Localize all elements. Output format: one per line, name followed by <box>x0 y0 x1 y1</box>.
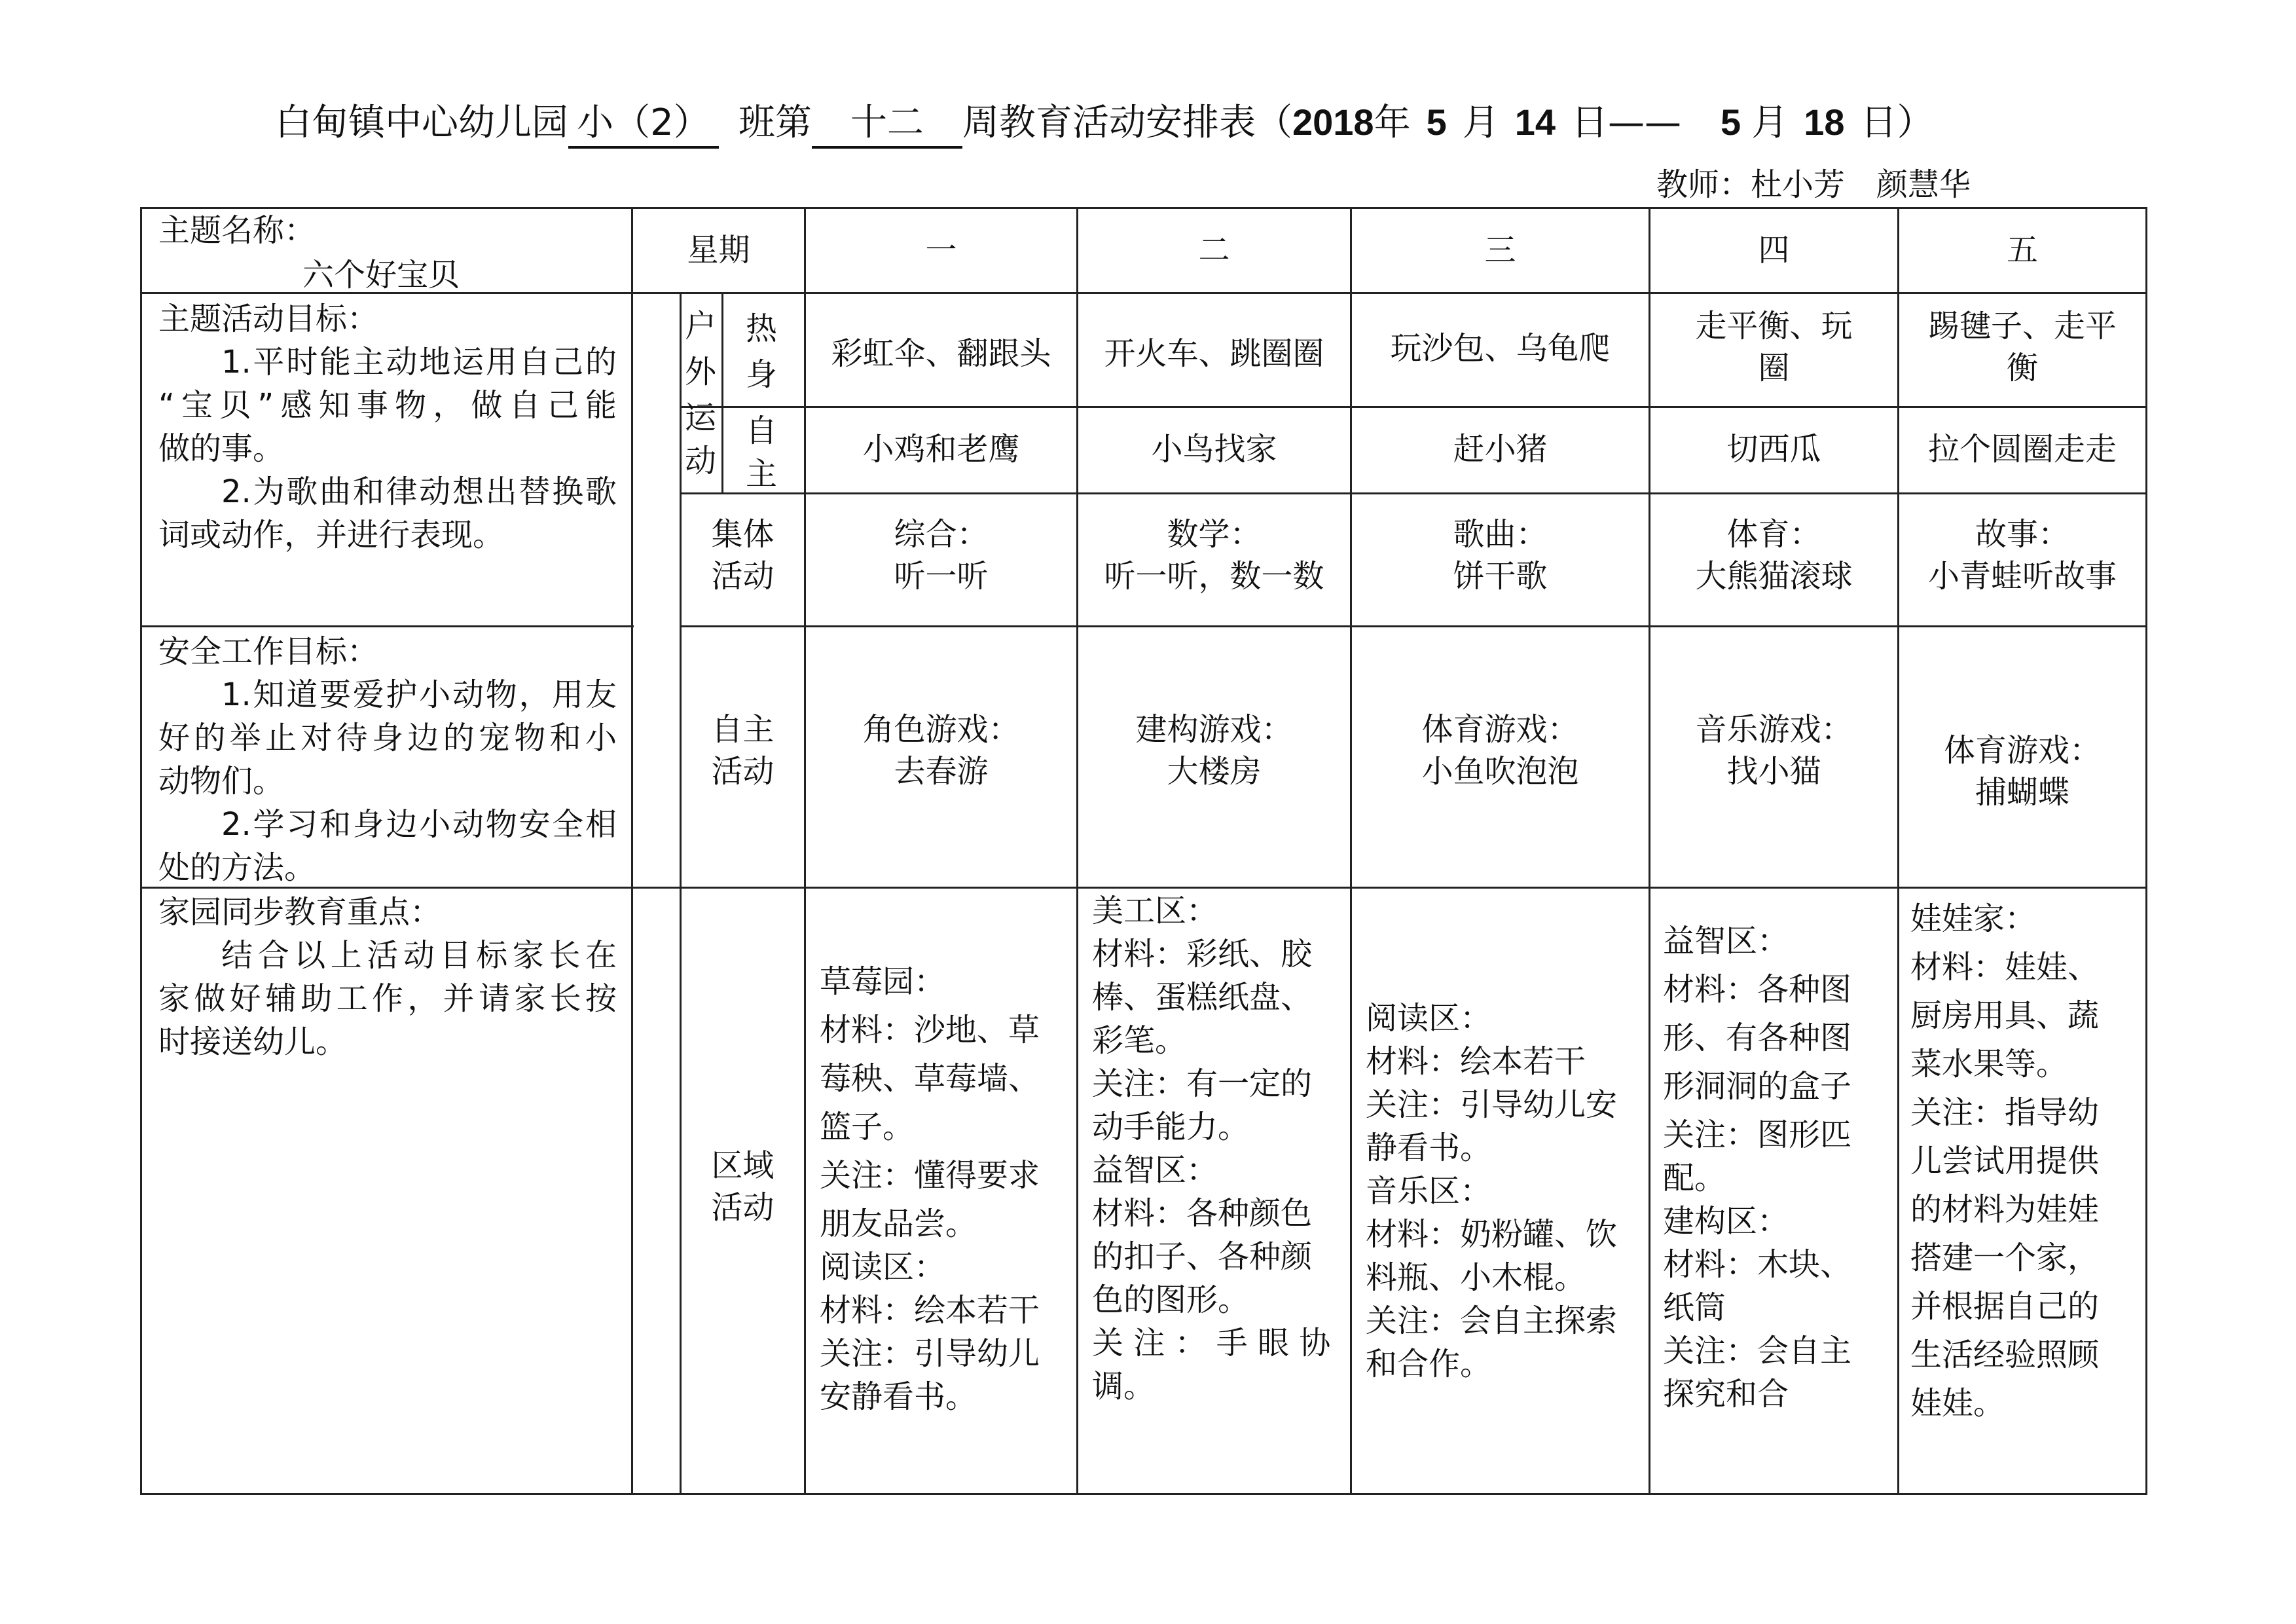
area-line: 材料：奶粉罐、饮 <box>1366 1216 1618 1253</box>
area-line: 材料：娃娃、 <box>1910 949 2100 986</box>
area-line: 形洞洞的盒子 <box>1663 1068 1852 1105</box>
group-activity-fri <box>1899 513 2145 597</box>
group-activity-type: 歌曲： <box>1453 516 1548 553</box>
self-activity-type: 体育游戏： <box>1421 711 1579 748</box>
weekday-mon: 一 <box>925 232 957 268</box>
self-activity-name: 找小猫 <box>1726 753 1821 790</box>
weekday-header-label: 星期 <box>687 232 750 268</box>
area-line: 阅读区： <box>820 1249 946 1285</box>
free-play-tue: 小鸟找家 <box>1151 431 1277 468</box>
grid-line <box>140 207 2147 209</box>
title-yue2: 月 <box>1751 101 1789 144</box>
area-line: 材料：绘本若干 <box>820 1292 1040 1329</box>
area-line: 篮子。 <box>820 1109 915 1145</box>
area-line: 菜水果等。 <box>1910 1046 2068 1082</box>
self-activity-type: 体育游戏： <box>1943 732 2101 769</box>
area-line: 彩笔。 <box>1092 1022 1187 1059</box>
area-line: 关注：会自主 <box>1663 1333 1852 1369</box>
title-nian: 年 <box>1374 101 1411 144</box>
warmup-char: 身 <box>746 356 778 393</box>
area-line: 静看书。 <box>1366 1130 1492 1166</box>
theme-label: 主题名称： <box>158 212 316 249</box>
area-line: 美工区： <box>1092 893 1218 929</box>
group-activity-name: 听一听，数一数 <box>1104 558 1324 595</box>
safety-goal-line: 处的方法。 <box>158 849 316 886</box>
theme-goal-line: 1.平时能主动地运用自己的 <box>221 344 617 380</box>
self-activity-label: 自主 活动 <box>711 711 774 790</box>
title-yue1: 月 <box>1462 101 1499 144</box>
title-mid1: 班第 <box>738 101 812 144</box>
area-line: 材料：彩纸、胶 <box>1092 936 1313 972</box>
area-line: 料瓶、小木棍。 <box>1366 1259 1586 1296</box>
grid-line <box>140 207 142 1495</box>
area-line: 材料：各种图 <box>1663 971 1852 1008</box>
weekday-thu: 四 <box>1758 232 1790 268</box>
theme-goals <box>158 297 617 557</box>
group-activity-type: 数学： <box>1167 516 1262 553</box>
free-play-char: 主 <box>746 456 778 492</box>
area-line: 搭建一个家， <box>1910 1240 2100 1276</box>
area-line: 阅读区： <box>1366 1000 1492 1037</box>
area-line: 色的图形。 <box>1092 1282 1250 1318</box>
group-activity-tue <box>1078 513 1350 597</box>
group-activity-name: 饼干歌 <box>1453 558 1548 595</box>
warmup-thu: 走平衡、玩 圈 <box>1695 308 1853 386</box>
self-activity-name: 捕蝴蝶 <box>1975 774 2069 811</box>
grid-line <box>140 625 634 627</box>
group-activity-type: 故事： <box>1975 516 2069 553</box>
group-activity-label: 集体 活动 <box>711 516 774 595</box>
grid-line <box>1350 207 1352 1495</box>
home-school-focus <box>158 891 617 1063</box>
title-day-start: 14 <box>1514 101 1556 143</box>
area-line: 关注：引导幼儿 <box>820 1335 1040 1372</box>
area-activity-label: 区域 活动 <box>711 1147 774 1226</box>
area-line: 关注：图形匹 <box>1663 1116 1852 1153</box>
self-activity-wed <box>1352 709 1649 792</box>
title-ri2: 日） <box>1860 101 1934 144</box>
area-line: 动手能力。 <box>1092 1109 1250 1145</box>
area-activity-fri <box>1910 897 2140 1430</box>
area-line: 关注：会自主探索 <box>1366 1302 1618 1339</box>
group-activity-name: 大熊猫滚球 <box>1695 558 1853 595</box>
group-activity-name: 小青蛙听故事 <box>1927 558 2117 595</box>
safety-goals-label: 安全工作目标： <box>158 633 379 670</box>
theme-goal-line: “宝贝”感知事物，做自己能 <box>158 387 617 424</box>
grid-line <box>140 1493 2147 1495</box>
area-line: 材料：木块、 <box>1663 1246 1852 1283</box>
area-line: 生活经验照顾 <box>1910 1337 2100 1373</box>
area-line: 厨房用具、蔬 <box>1910 997 2100 1034</box>
group-activity-wed <box>1352 513 1649 597</box>
warmup-mon: 彩虹伞、翻跟头 <box>831 335 1051 372</box>
home-focus-label: 家园同步教育重点： <box>158 894 442 931</box>
area-activity-mon <box>820 960 1063 1418</box>
weekday-tue: 二 <box>1198 232 1230 268</box>
area-line: 探究和合 <box>1663 1376 1789 1412</box>
free-play-thu: 切西瓜 <box>1726 431 1821 468</box>
theme-goals-label: 主题活动目标： <box>158 301 379 337</box>
theme-goal-line: 词或动作，并进行表现。 <box>158 517 505 553</box>
area-line: 关注：有一定的 <box>1092 1065 1313 1102</box>
outdoor-char: 外 <box>685 354 717 390</box>
self-activity-type: 建构游戏： <box>1135 711 1293 748</box>
area-line: 材料：沙地、草 <box>820 1012 1040 1048</box>
area-line: 益智区： <box>1092 1152 1218 1189</box>
group-activity-type: 体育： <box>1726 516 1821 553</box>
free-play-wed: 赶小猪 <box>1453 431 1548 468</box>
self-activity-name: 大楼房 <box>1167 753 1262 790</box>
area-line: 娃娃。 <box>1910 1385 2005 1422</box>
area-line: 材料：各种颜色 <box>1092 1195 1313 1232</box>
area-line: 音乐区： <box>1366 1173 1492 1209</box>
title-month-start: 5 <box>1426 101 1447 143</box>
area-line: 建构区： <box>1663 1203 1789 1240</box>
free-play-char: 自 <box>746 413 778 449</box>
area-line: 朋友品尝。 <box>820 1206 977 1242</box>
theme-goal-line: 做的事。 <box>158 430 285 467</box>
home-focus-line: 家做好辅助工作，并请家长按 <box>158 980 617 1017</box>
area-line: 莓秧、草莓墙、 <box>820 1060 1040 1097</box>
area-line: 关注：懂得要求 <box>820 1157 1040 1194</box>
grid-line <box>804 207 806 1495</box>
self-activity-mon <box>806 709 1076 792</box>
group-activity-thu <box>1650 513 1897 597</box>
safety-goals <box>158 630 617 889</box>
area-line: 配。 <box>1663 1160 1726 1196</box>
area-line: 关 注 ： 手 眼 协 <box>1092 1325 1331 1361</box>
grid-line <box>681 406 2147 408</box>
self-activity-type: 音乐游戏： <box>1695 711 1853 748</box>
safety-goal-line: 动物们。 <box>158 763 285 800</box>
area-line: 安静看书。 <box>820 1378 977 1415</box>
self-activity-name: 小鱼吹泡泡 <box>1421 753 1579 790</box>
grid-line <box>721 292 723 492</box>
weekday-wed: 三 <box>1484 232 1516 268</box>
area-line: 的材料为娃娃 <box>1910 1191 2100 1228</box>
warmup-wed: 玩沙包、乌龟爬 <box>1390 330 1611 367</box>
warmup-char: 热 <box>746 310 778 347</box>
grid-line <box>681 625 2147 627</box>
grid-line <box>1897 207 1899 1495</box>
area-line: 和合作。 <box>1366 1346 1492 1382</box>
area-line: 娃娃家： <box>1910 900 2037 937</box>
title-year: 2018 <box>1292 101 1374 143</box>
grid-line <box>680 292 682 1495</box>
area-line: 并根据自己的 <box>1910 1288 2100 1325</box>
title-class-name: 小（2） <box>568 100 719 149</box>
group-activity-type: 综合： <box>894 516 989 553</box>
grid-line <box>2145 207 2147 1495</box>
area-line: 关注：指导幼 <box>1910 1094 2100 1131</box>
area-activity-thu <box>1663 919 1891 1416</box>
self-activity-tue <box>1078 709 1350 792</box>
safety-goal-line: 好的举止对待身边的宠物和小 <box>158 720 617 756</box>
home-focus-line: 结合以上活动目标家长在 <box>221 937 617 974</box>
title-week: 十二 <box>812 100 962 149</box>
home-focus-line: 时接送幼儿。 <box>158 1024 348 1060</box>
area-activity-tue <box>1092 889 1338 1408</box>
area-line: 益智区： <box>1663 923 1789 959</box>
self-activity-fri <box>1899 729 2145 813</box>
group-activity-mon <box>806 513 1076 597</box>
area-line: 棒、蛋糕纸盘、 <box>1092 979 1313 1016</box>
self-activity-thu <box>1650 709 1897 792</box>
title-school: 白甸镇中心幼儿园 <box>275 101 568 144</box>
warmup-tue: 开火车、跳圈圈 <box>1104 335 1324 372</box>
teacher-names: 教师：杜小芳 颜慧华 <box>1656 166 1971 203</box>
area-line: 材料：绘本若干 <box>1366 1043 1586 1080</box>
outdoor-char: 户 <box>685 308 717 344</box>
area-line: 草莓园： <box>820 963 946 1000</box>
free-play-fri: 拉个圆圈走走 <box>1927 431 2117 468</box>
grid-line <box>1076 207 1078 1495</box>
area-line: 调。 <box>1092 1368 1156 1405</box>
area-line: 关注：引导幼儿安 <box>1366 1086 1618 1123</box>
grid-line <box>631 207 633 1495</box>
outdoor-char: 动 <box>685 443 717 479</box>
page-title <box>275 93 2043 152</box>
area-activity-wed <box>1366 997 1641 1386</box>
grid-line <box>681 492 2147 494</box>
free-play-mon: 小鸡和老鹰 <box>862 431 1020 468</box>
area-line: 形、有各种图 <box>1663 1020 1852 1056</box>
area-line: 儿尝试用提供 <box>1910 1143 2100 1179</box>
safety-goal-line: 1.知道要爱护小动物，用友 <box>221 676 617 713</box>
self-activity-type: 角色游戏： <box>862 711 1020 748</box>
title-day-end: 18 <box>1804 101 1845 143</box>
area-line: 的扣子、各种颜 <box>1092 1238 1313 1275</box>
weekday-fri: 五 <box>2006 232 2038 268</box>
self-activity-name: 去春游 <box>894 753 989 790</box>
area-line: 纸筒 <box>1663 1289 1726 1326</box>
grid-line <box>1649 207 1650 1495</box>
theme-goal-line: 2.为歌曲和律动想出替换歌 <box>221 473 617 510</box>
title-month-end: 5 <box>1721 101 1741 143</box>
title-ri1: 日—— <box>1571 101 1682 144</box>
warmup-fri: 踢毽子、走平 衡 <box>1927 308 2117 386</box>
group-activity-name: 听一听 <box>894 558 989 595</box>
theme-name: 六个好宝贝 <box>302 257 460 293</box>
title-mid2: 周教育活动安排表（ <box>962 101 1292 144</box>
safety-goal-line: 2.学习和身边小动物安全相 <box>221 806 617 843</box>
outdoor-char: 运 <box>685 399 717 436</box>
